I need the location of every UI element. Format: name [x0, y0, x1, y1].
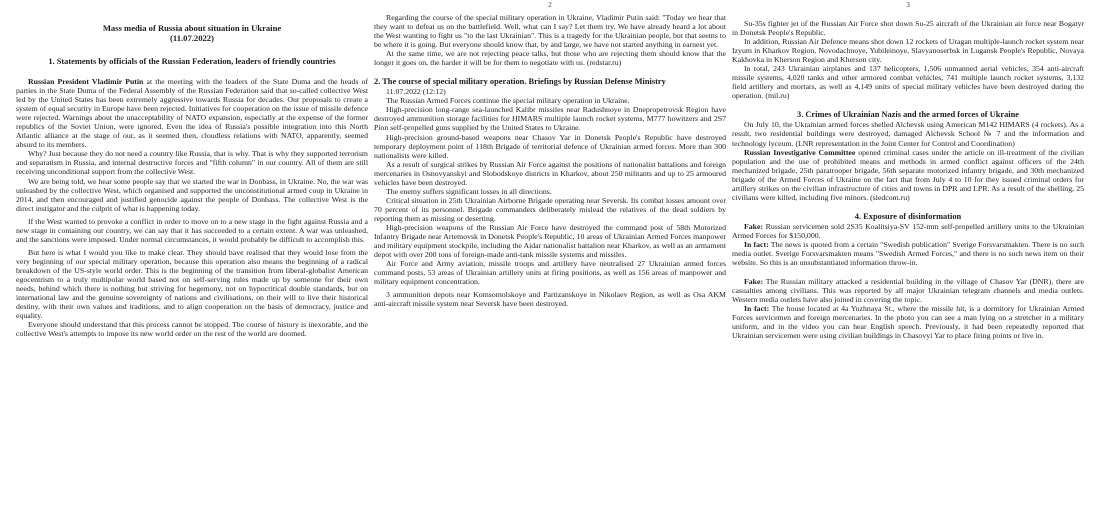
paragraph: Critical situation in 25th Ukrainian Airborne Brigade operating near Seversk. Its combat losses amount over 70 percent of its personnel. Brigade commanders deliberately mislead the relatives of the dead soldiers by reporting them as missing or deserting.	[374, 195, 726, 223]
fake-text: Russian servicemen sold 2S35 Koalitsiya-SV 152-mm self-propelled artillery units to the Ukrainian Armed Forces for $150,000.	[732, 221, 1084, 240]
paragraph: Everyone should understand that this process cannot be stopped. The course of history is inexorable, and the collective West's attempts to impose its new world order on the rest of the world are doomed.	[16, 320, 368, 339]
paragraph: High-precision weapons of the Russian Air Force have destroyed the command post of 58th Motorized Infantry Brigade near Artemovsk in Donetsk People's Republic, 10 areas of Ukrainian Armed Forces manpower and military equipment stockpile, including the Aidar nationalist battalion near Kharkov, as well as an armament depot with over 200 tons of foreign-made anti-tank missile systems and missiles.	[374, 222, 726, 260]
section-heading-crimes: 3. Crimes of Ukrainian Nazis and the armed forces of Ukraine	[797, 110, 1019, 120]
paragraph: 3 ammunition depots near Komsomolskoye and Partizanskoye in Nikolaev Region, as well as Osa AKM anti-aircraft missile system near Seversk have been destroyed.	[374, 290, 726, 309]
fact-text: The house located at 4a Yuzhnaya St., where the missile hit, is a dormitory for Ukrainian Armed Forces servicemen and foreign mercenaries. In the photo you can see a man lying on a stretcher in a military uniform, and in the video you can hear English speech. Previously, it had been repeatedly reported that Ukrainian servicemen were using civilian buildings in Chasovyi Yar to place firing points or live in.	[732, 304, 1084, 341]
paragraph	[16, 77, 368, 149]
paragraph: At the same time, we are not rejecting peace talks, but those who are rejecting them should know that the longer it goes on, the harder it will be for them to negotiate with us. (redstar.ru)	[374, 49, 726, 68]
paragraph	[732, 148, 1084, 202]
page-number	[16, 0, 368, 9]
paragraph: In total, 243 Ukrainian airplanes and 137 helicopters, 1,506 unmanned aerial vehicles, 354 anti-aircraft missile systems, 4,020 tanks and other armored combat vehicles, 741 multiple launch rocket systems, 3,132 field artillery and mortars, as well as 4,149 units of special military vehicles have been destroyed during the operation. (mil.ru)	[732, 64, 1084, 101]
fact-label: In fact:	[744, 239, 769, 249]
paragraph: Why? Just because they do not need a country like Russia, that is why. That is why they supported terrorism and separatism in Russia, and internal destructive forces and "fifth column" in our country. All of them are still receiving unconditional support from the collective West.	[16, 149, 368, 177]
paragraph: High-precision long-range sea-launched Kalibr missiles near Radushnoye in Dnepropetrovsk Region have destroyed ammunition storage facilities for HIMARS multiple launch rocket systems, M777 howitzers and 2S7 Pion self-propelled guns supplied by the United States to Ukraine.	[374, 105, 726, 133]
section-heading-statements: 1. Statements by officials of the Russian Federation, leaders of friendly countries	[48, 57, 336, 66]
fake-claim	[732, 222, 1084, 240]
document-title: Mass media of Russia about situation in Ukraine	[102, 23, 282, 33]
page-number: 2	[548, 0, 552, 9]
fake-claim	[732, 277, 1084, 304]
fact-text: The news is quoted from a certain "Swedish publication" Sverige Forsvarsmakten. There is no such media outlet. Sverige Forsvarsmakten means "Swedish Armed Forces," and there is no such news item on their website. So this is an unsubstantiated information throw-in.	[732, 239, 1084, 268]
fake-text: The Russian military attacked a residential building in the village of Chasov Yar (DNR), there are casualties among civilians. This was reported by all major Ukrainian telegram channels and media outlets. Western media outlets have also joined in covering the topic.	[732, 277, 1084, 305]
document-date: (11.07.2022)	[170, 33, 214, 43]
paragraph-text: opened criminal cases under the article on ill-treatment of the civilian population and the use of prohibited means and methods in armed conflict against officers of the 24th mechanized brigade, 25th paratrooper brigade, 56th separate motorized infantry brigade, and 30th mechanized brigade of the Armed Forces of Ukraine on the fact that from July 4 to 10 for they issued criminal orders for artillery strikes on the civilian infrastructure of cities and towns in DPR and LPR. As a result of the shelling, 25 civilians were killed, including five minors. (sledcom.ru)	[732, 147, 1084, 202]
page-number: 3	[906, 0, 910, 9]
paragraph: As a result of surgical strikes by Russian Air Force against the positions of nationalist battalions and foreign mercenaries in Osnovyanskyi and Slobodskoye districts in Kharkov, about 250 militants and up to 25 armoured vehicles have been destroyed.	[374, 159, 726, 187]
paragraph: But here is what I would you like to make clear. They should have realised that they would lose from the very beginning of our special military operation, because this operation also means the beginning of a radical breakdown of the US-style world order. This is the beginning of the transition from liberal-globalist American egocentrism to a truly multipolar world based not on self-serving rules made up by someone for their own needs, behind which there is nothing but striving for hegemony, not on hypocritical double standards, but on international law and the genuine sovereignty of nations and civilisations, on their will to live their historical destiny, with their own values and traditions, and to align cooperation on the basis of democracy, justice and equality.	[16, 247, 368, 321]
paragraph: We are being told, we hear some people say that we started the war in Donbass, in Ukraine. No, the war was unleashed by the collective West, which organised and supported the unconstitutional armed coup in Ukraine in 2014, and then encouraged and justified genocide against the people of Donbass. The collective West is the direct instigator and the culprit of what is happening today.	[16, 176, 368, 213]
paragraph: High-precision ground-based weapons near Chasov Yar in Donetsk People's Republic have destroyed temporary deployment point of 118th Brigade of territorial defence of Ukrainian armed forces. More than 300 nationalists were killed.	[374, 132, 726, 160]
paragraph: In addition, Russian Air Defence means shot down 12 rockets of Uragan multiple-launch rocket system near Izyum in Kharkov Region, Novodachnoye, Yubileinoye, Slavyanoserbsk in Lugansk People's Republic, Novaya Kakhovka in Kherson Region and Kherson city.	[732, 37, 1084, 65]
document-page-1	[16, 0, 368, 528]
paragraph-text: at the meeting with the leaders of the State Duma and the heads of parties in the State Duma of the Federal Assembly of the Russian Federation said that so-called collective West led by the United States has been extremely aggressive towards Russia for decades. Our proposals to create a system of equal security in Europe have been rejected. Initiatives for cooperation on the issue of missile defence were rejected. Warnings about the unacceptability of NATO expansion, especially at the expense of the former republics of the Soviet Union, were ignored. Even the idea of Russia's possible integration into this North Atlantic alliance at the stage of our, as it seemed then, cloudless relations with NATO, apparently, seemed absurd to its members.	[16, 77, 368, 150]
fake-label: Fake:	[744, 277, 764, 287]
paragraph: The Russian Armed Forces continue the special military operation in Ukraine.	[386, 96, 630, 106]
document-page-3	[732, 0, 1084, 528]
paragraph: Su-35s fighter jet of the Russian Air Force shot down Su-25 aircraft of the Ukrainian air force near Bogatyr in Donetsk People's Republic.	[732, 19, 1084, 38]
fake-label: Fake:	[744, 221, 764, 231]
section-heading-disinformation: 4. Exposure of disinformation	[854, 211, 962, 221]
paragraph: On July 10, the Ukrainian armed forces shelled Alchevsk using American M142 HIMARS (4 rockets). As a result, two residential buildings were destroyed, damaged Alchevsk School № 7 and the information and technology lyceum. (LNR representation in the Joint Center for Control and Coordination)	[732, 120, 1084, 148]
paragraph: The enemy suffers significant losses in all directions.	[386, 186, 552, 196]
section-heading-operation: 2. The course of special military operation. Briefings by Russian Defense Ministry	[374, 77, 666, 87]
document-page-2	[374, 0, 726, 528]
fact-check	[732, 240, 1084, 267]
paragraph-lead: Russian Investigative Committee	[744, 147, 856, 157]
paragraph: Air Force and Army aviation, missile troops and artillery have neutralised 27 Ukrainian armed forces command posts, 53 areas of Ukrainian artillery units at firing positions, as well as 156 areas of manpower and military equipment concentration.	[374, 259, 726, 287]
briefing-time: 11.07.2022 (12:12)	[386, 87, 446, 97]
paragraph: Regarding the course of the special military operation in Ukraine, Vladimir Putin said: "Today we hear that they want to defeat us on the battlefield. Well, what can I say? Let them try. We have already heard a lot about the West wanting to fight us "to the last Ukrainian". This is a tragedy for the Ukrainian people, but that seems to be where it is going. But everyone should know that, by and large, we have not started anything in earnest yet.	[374, 13, 726, 50]
fact-check	[732, 304, 1084, 340]
fact-label: In fact:	[744, 304, 770, 314]
paragraph: If the West wanted to provoke a conflict in order to move on to a new stage in the fight against Russia and a new stage in containing our country, we can say that it has succeeded to a certain extent. A war was unleashed, and the sanctions were imposed. Under normal circumstances, it would probably be difficult to accomplish this.	[16, 216, 368, 244]
paragraph-lead: Russian President Vladimir Putin	[28, 77, 144, 86]
